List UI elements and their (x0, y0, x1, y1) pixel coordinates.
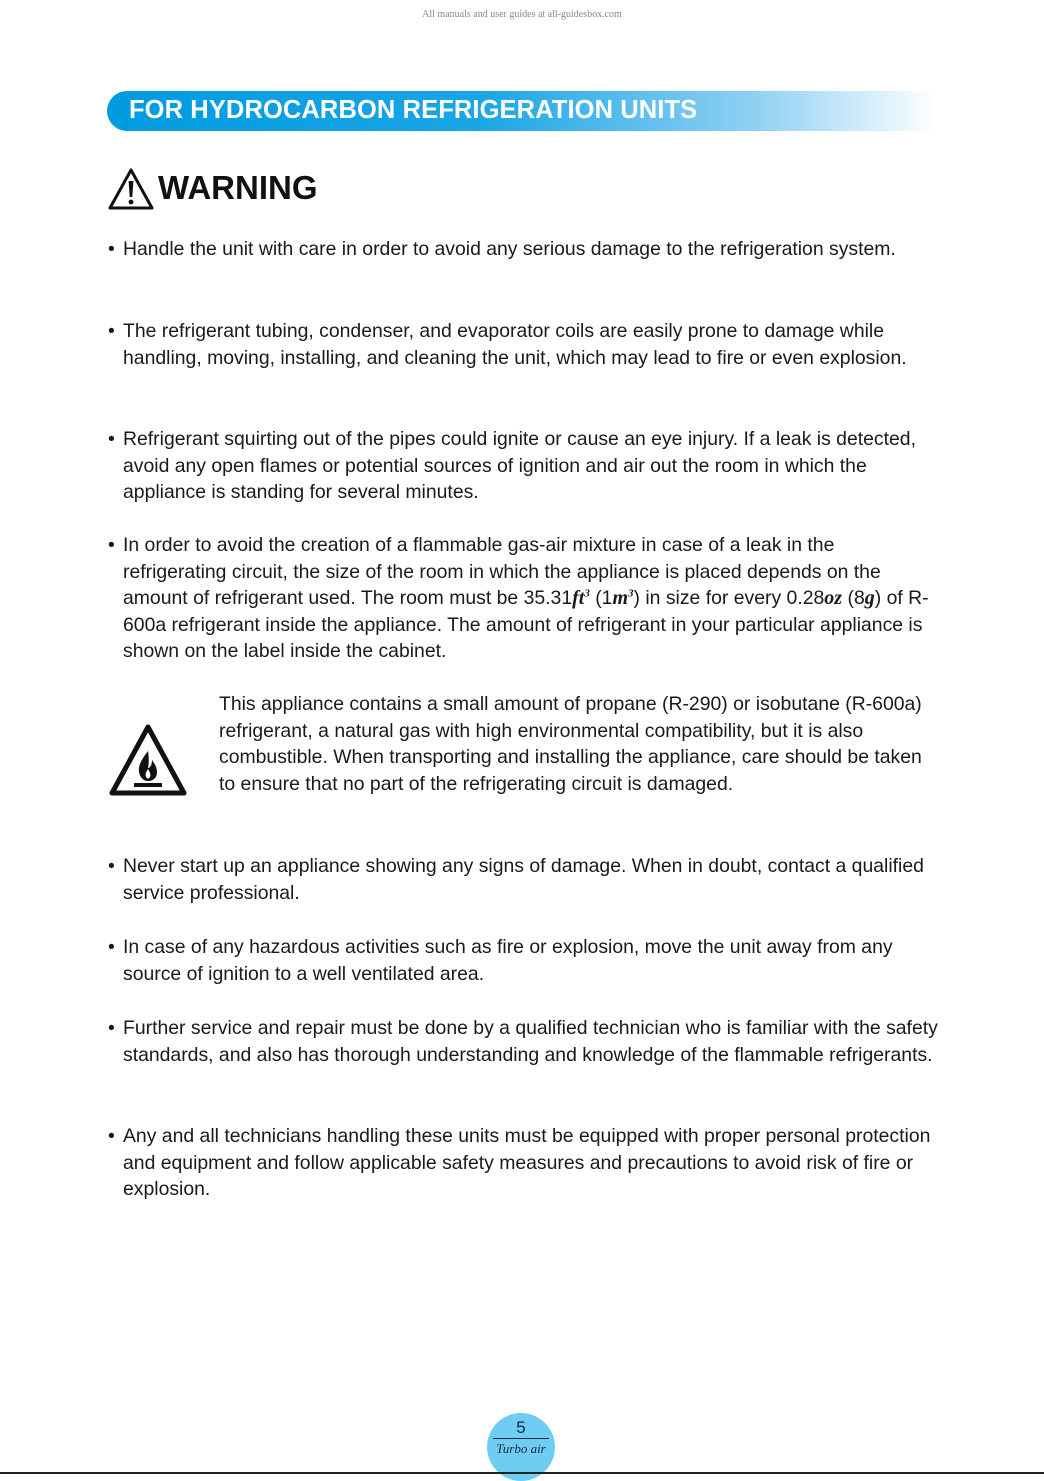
unit-ft: ft (572, 587, 585, 609)
page-rule (493, 1438, 549, 1439)
bullet-dot: • (108, 936, 115, 958)
unit-exponent: 3 (628, 587, 634, 600)
bullet-text: Handle the unit with care in order to avoid any serious damage to the refrigeration system. (123, 238, 896, 260)
bullet-dot: • (108, 534, 115, 556)
watermark: All manuals and user guides at all-guidesbox.com (422, 9, 622, 20)
unit-oz: oz (824, 587, 843, 609)
unit-m: m (612, 587, 629, 609)
warning-triangle-icon (108, 168, 154, 210)
bullet-dot: • (108, 428, 115, 450)
bullet-item (108, 1123, 944, 1203)
bullet-item (108, 934, 938, 987)
bullet-text: Further service and repair must be done by a qualified technician who is familiar with the safety standards, and also has thorough understanding and knowledge of the flammable refrigerants. (123, 1017, 938, 1066)
bullet-text: In case of any hazardous activities such as fire or explosion, move the unit away from any source of ignition to a well ventilated area. (123, 936, 893, 985)
bullet-text: Refrigerant squirting out of the pipes could ignite or cause an eye injury. If a leak is detected, avoid any open flames or potential sources of ignition and air out the room in which the appliance is standing for several minutes. (123, 428, 916, 503)
page-number: 5 (516, 1418, 526, 1437)
room-size-text-4: (8 (842, 587, 865, 609)
page-badge (487, 1413, 555, 1481)
section-banner (107, 91, 937, 131)
room-size-text-1: In order to avoid the creation of a flammable gas-air mixture in case of a leak in the refrigerating circuit, the size of the room in which the appliance is placed depends on the amount of refrigerant used. The room must be 35.31 (123, 534, 881, 609)
bullet-item (108, 426, 938, 506)
bullet-dot: • (108, 320, 115, 342)
bullet-item (108, 1015, 938, 1068)
unit-exponent: 3 (584, 587, 590, 600)
room-size-text-2: (1 (589, 587, 613, 609)
bullet-item-room-size (108, 532, 938, 665)
bullet-text: Never start up an appliance showing any signs of damage. When in doubt, contact a qualified service professional. (123, 855, 924, 904)
bullet-text: Any and all technicians handling these units must be equipped with proper personal protection and equipment and follow applicable safety measures and precautions to avoid risk of fire or explosion. (123, 1125, 931, 1200)
warning-label: WARNING (158, 169, 318, 206)
unit-g: g (864, 587, 875, 609)
bullet-dot: • (108, 238, 115, 260)
room-size-text-5: ) of R-600a refrigerant inside the appliance. The amount of refrigerant in your particular appliance is shown on the label inside the cabinet. (123, 587, 929, 662)
bullet-item (108, 236, 938, 263)
bullet-dot: • (108, 855, 115, 877)
bottom-rule (0, 1472, 1044, 1474)
bullet-dot: • (108, 1017, 115, 1039)
bullet-item (108, 318, 938, 371)
brand-name: Turbo air (496, 1441, 546, 1456)
bullet-text: The refrigerant tubing, condenser, and evaporator coils are easily prone to damage while handling, moving, installing, and cleaning the unit, which may lead to fire or even explosion. (123, 320, 907, 369)
bullet-item (108, 853, 938, 906)
flammable-note: This appliance contains a small amount of propane (R-290) or isobutane (R-600a) refrigerant, a natural gas with high environmental compatibility, but it is also combustible. When transporting and installing the appliance, care should be taken to ensure that no part of the refrigerating circuit is damaged. (219, 693, 922, 795)
banner-title: FOR HYDROCARBON REFRIGERATION UNITS (129, 96, 698, 124)
flammable-triangle-icon (108, 723, 188, 797)
bullet-dot: • (108, 1125, 115, 1147)
room-size-text-3: ) in size for every 0.28 (633, 587, 825, 609)
